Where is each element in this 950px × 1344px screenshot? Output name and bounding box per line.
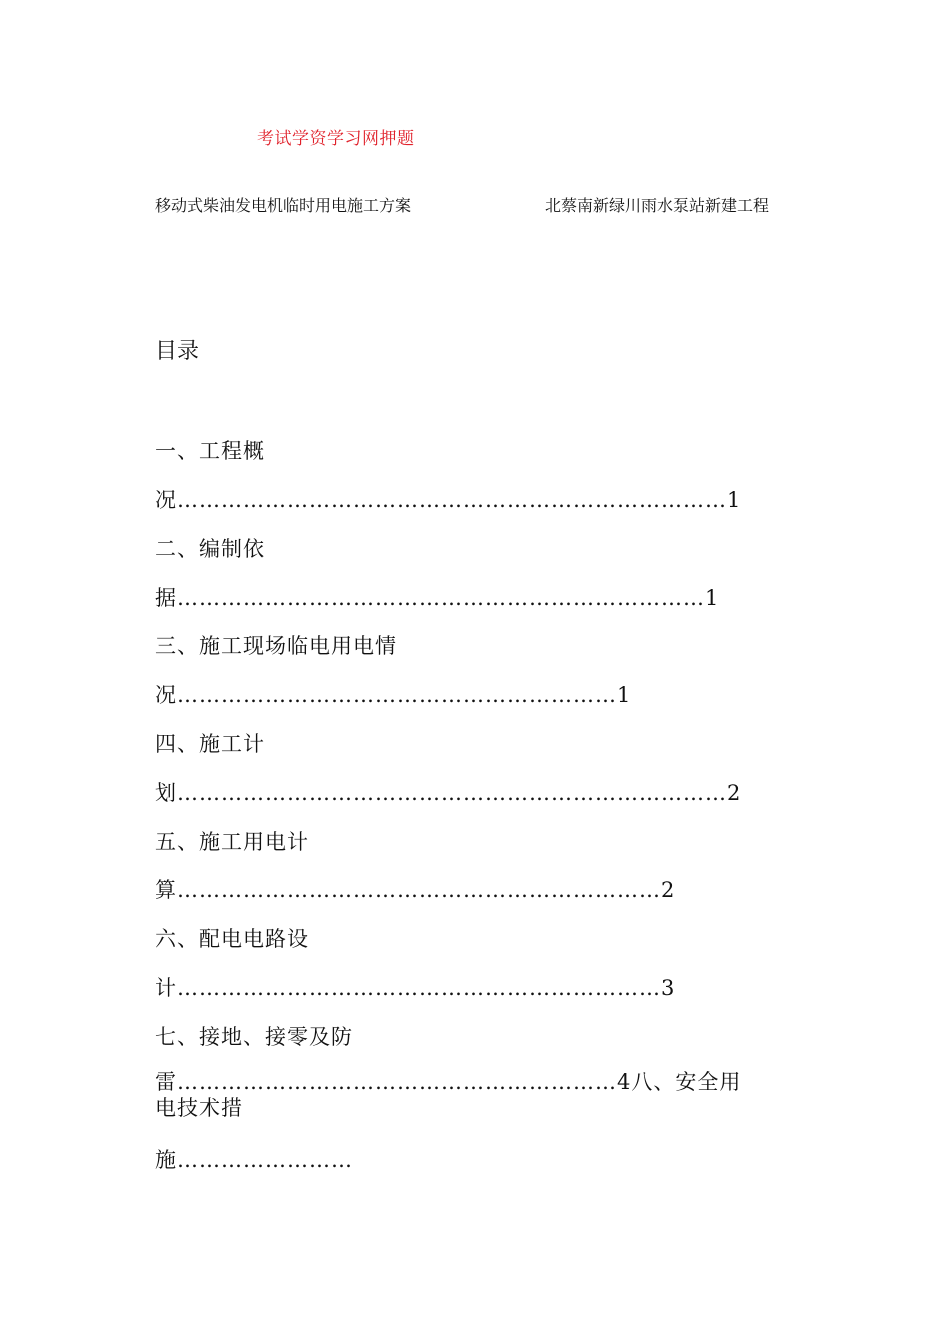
toc-line-6-leader: 计…………………………………………………………3 [155,976,676,1000]
toc-line-3-heading: 三、施工现场临电用电情 [155,634,397,658]
toc-line-7-heading: 七、接地、接零及防 [155,1025,353,1049]
toc-line-6-heading: 六、配电电路设 [155,927,309,951]
toc-line-1-heading: 一、工程概 [155,439,265,463]
toc-title: 目录 [155,339,200,364]
toc-line-2-leader: 据………………………………………………………………1 [155,586,720,610]
toc-line-7-leader-8-heading: 雷……………………………………………………4八、安全用电技术措 [155,1070,742,1120]
header-document-title: 移动式柴油发电机临时用电施工方案 [155,196,412,215]
header-project-name: 北蔡南新绿川雨水泵站新建工程 [545,196,770,215]
toc-line-2-heading: 二、编制依 [155,537,265,561]
toc-line-5-leader: 算…………………………………………………………2 [155,878,676,902]
toc-line-1-leader: 况…………………………………………………………………1 [155,488,742,512]
toc-line-5-heading: 五、施工用电计 [155,830,309,854]
toc-line-4-leader: 划…………………………………………………………………2 [155,781,742,805]
toc-line-8-leader: 施…………………… [155,1148,353,1172]
toc-line-4-heading: 四、施工计 [155,732,265,756]
watermark-text: 考试学资学习网押题 [257,129,415,149]
toc-line-3-leader: 况……………………………………………………1 [155,683,632,707]
